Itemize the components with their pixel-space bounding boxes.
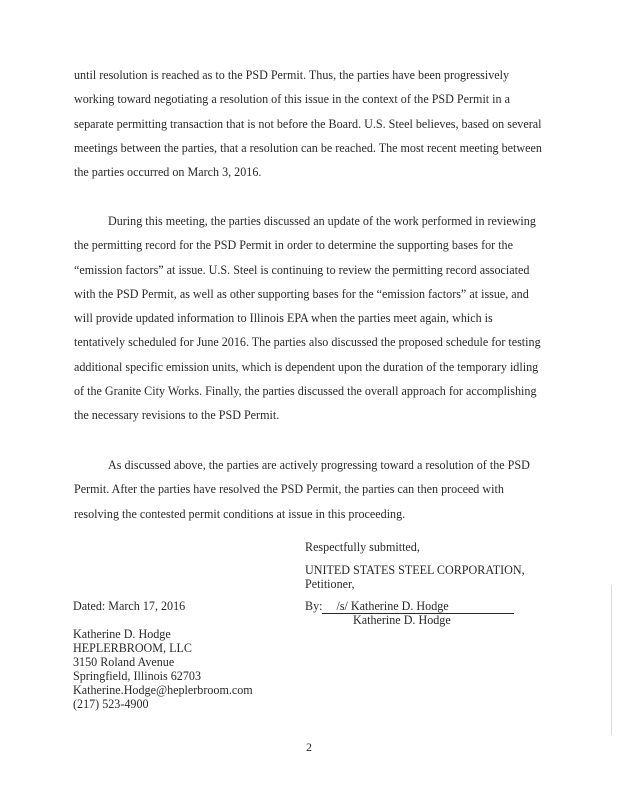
company-name: UNITED STATES STEEL CORPORATION, [305, 563, 525, 577]
email-address: Katherine.Hodge@heplerbroom.com [73, 683, 253, 697]
dated-line: Dated: March 17, 2016 [73, 599, 186, 613]
signer-name: Katherine D. Hodge [353, 613, 451, 627]
phone-number: (217) 523-4900 [73, 697, 149, 711]
paragraph-1: until resolution is reached as to the PSD Permit. Thus, the parties have been progressively working toward negotiating a resolution of this issue in the context of the PSD Permit in a separate permitting transaction that is not before the Board. U.S. Steel believes, based on several meetings between the parties, that a resolution can be reached. The most recent meeting between the parties occurred on March 3, 2016. [74, 68, 542, 180]
closing: Respectfully submitted, [305, 540, 420, 554]
paragraph-2: During this meeting, the parties discussed an update of the work performed in reviewing the permitting record for the PSD Permit in order to determine the supporting bases for the “emission factors” at issue. U.S. Steel is continuing to review the permitting record associated with the PSD Permit, as well as other supporting bases for the “emission factors” at issue, and will provide updated information to Illinois EPA when the parties meet again, which is tentatively scheduled for June 2016. The parties also discussed the proposed schedule for testing additional specific emission units, which is dependent upon the duration of the temporary idling of the Granite City Works. Finally, the parties discussed the overall approach for accomplishing the necessary revisions to the PSD Permit. [74, 214, 541, 423]
signature-line [305, 599, 514, 614]
electronic-signature: /s/ Katherine D. Hodge [322, 600, 514, 614]
petitioner-label: Petitioner, [305, 577, 355, 591]
law-firm: HEPLERBROOM, LLC [73, 641, 192, 655]
by-label: By: [305, 599, 323, 613]
paragraph-3: As discussed above, the parties are actively progressing toward a resolution of the PSD Permit. After the parties have resolved the PSD Permit, the parties can then proceed with resolving the contested permit conditions at issue in this proceeding. [74, 458, 530, 521]
street-address: 3150 Roland Avenue [73, 655, 175, 669]
attorney-contact-block [73, 627, 253, 711]
attorney-name: Katherine D. Hodge [73, 627, 171, 641]
scan-edge-line [611, 585, 612, 735]
page-number: 2 [306, 740, 312, 754]
city-state-zip: Springfield, Illinois 62703 [73, 669, 201, 683]
